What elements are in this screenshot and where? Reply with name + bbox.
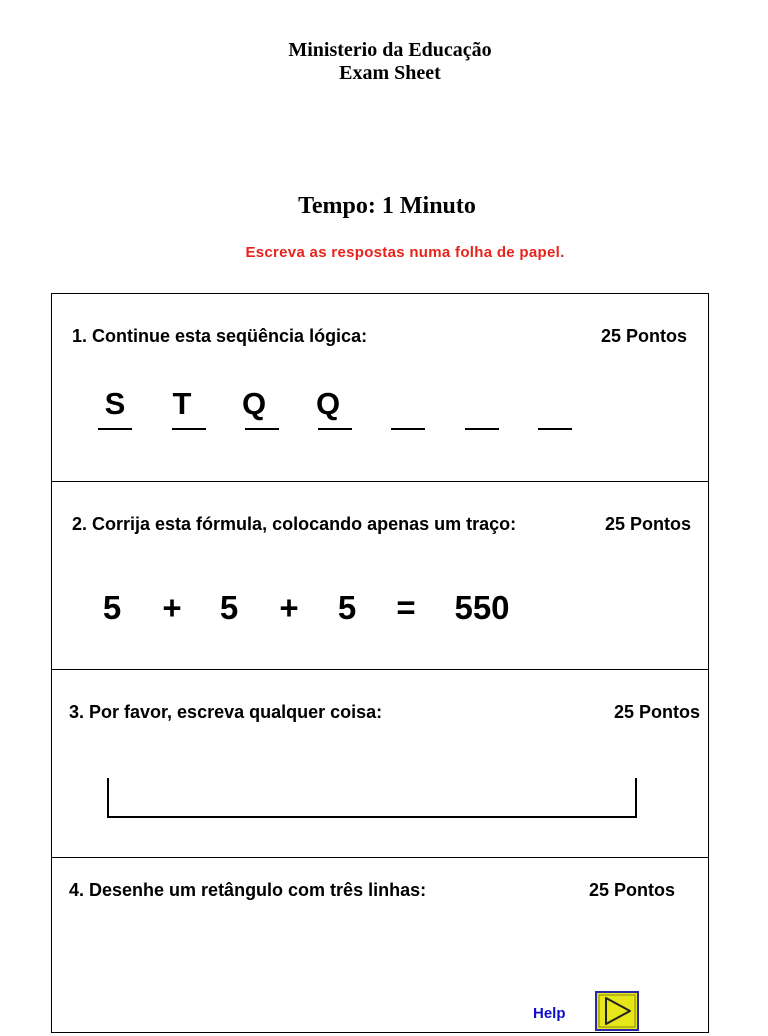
sequence-blank-line xyxy=(245,428,279,430)
question-4-text: 4. Desenhe um retângulo com três linhas: xyxy=(69,880,427,900)
question-4-points: 25 Pontos xyxy=(589,880,676,900)
formula-operator: + xyxy=(279,589,299,626)
exam-sheet xyxy=(51,293,709,1033)
time-limit: Tempo: 1 Minuto xyxy=(298,193,476,219)
sequence-blank-line xyxy=(465,428,499,430)
question-divider xyxy=(52,669,708,670)
formula-number: 5 xyxy=(102,589,122,626)
question-1-text: 1. Continue esta seqüência lógica: xyxy=(72,326,368,346)
question-3-text: 3. Por favor, escreva qualquer coisa: xyxy=(69,702,383,722)
question-2-points: 25 Pontos xyxy=(605,514,692,534)
ministry-title: Ministerio da Educação xyxy=(288,39,492,61)
formula-result: 550 xyxy=(454,589,510,626)
formula-operator: + xyxy=(162,589,182,626)
question-1-points: 25 Pontos xyxy=(601,326,688,346)
play-arrow-icon xyxy=(595,991,639,1031)
sequence-letter: S xyxy=(104,386,126,421)
sequence-blank-line xyxy=(318,428,352,430)
sequence-letter: T xyxy=(172,386,192,421)
formula-number: 5 xyxy=(337,589,357,626)
sequence-letter: Q xyxy=(315,386,341,421)
question-2-text: 2. Corrija esta fórmula, colocando apenas um traço: xyxy=(72,514,517,534)
formula-equals: = xyxy=(396,589,416,626)
page-header xyxy=(0,39,768,85)
answer-bracket xyxy=(107,778,637,818)
next-button[interactable] xyxy=(595,991,639,1031)
sequence-blank-line xyxy=(172,428,206,430)
help-link[interactable]: Help xyxy=(533,1005,566,1022)
sequence-blank-line xyxy=(538,428,572,430)
question-divider xyxy=(52,481,708,482)
formula-number: 5 xyxy=(219,589,239,626)
instruction-text: Escreva as respostas numa folha de papel. xyxy=(245,244,565,261)
sequence-blank-line xyxy=(98,428,132,430)
sequence-letter: Q xyxy=(241,386,267,421)
sequence-blank-line xyxy=(391,428,425,430)
exam-sheet-title: Exam Sheet xyxy=(339,62,441,84)
question-3-points: 25 Pontos xyxy=(614,702,701,722)
question-divider xyxy=(52,857,708,858)
